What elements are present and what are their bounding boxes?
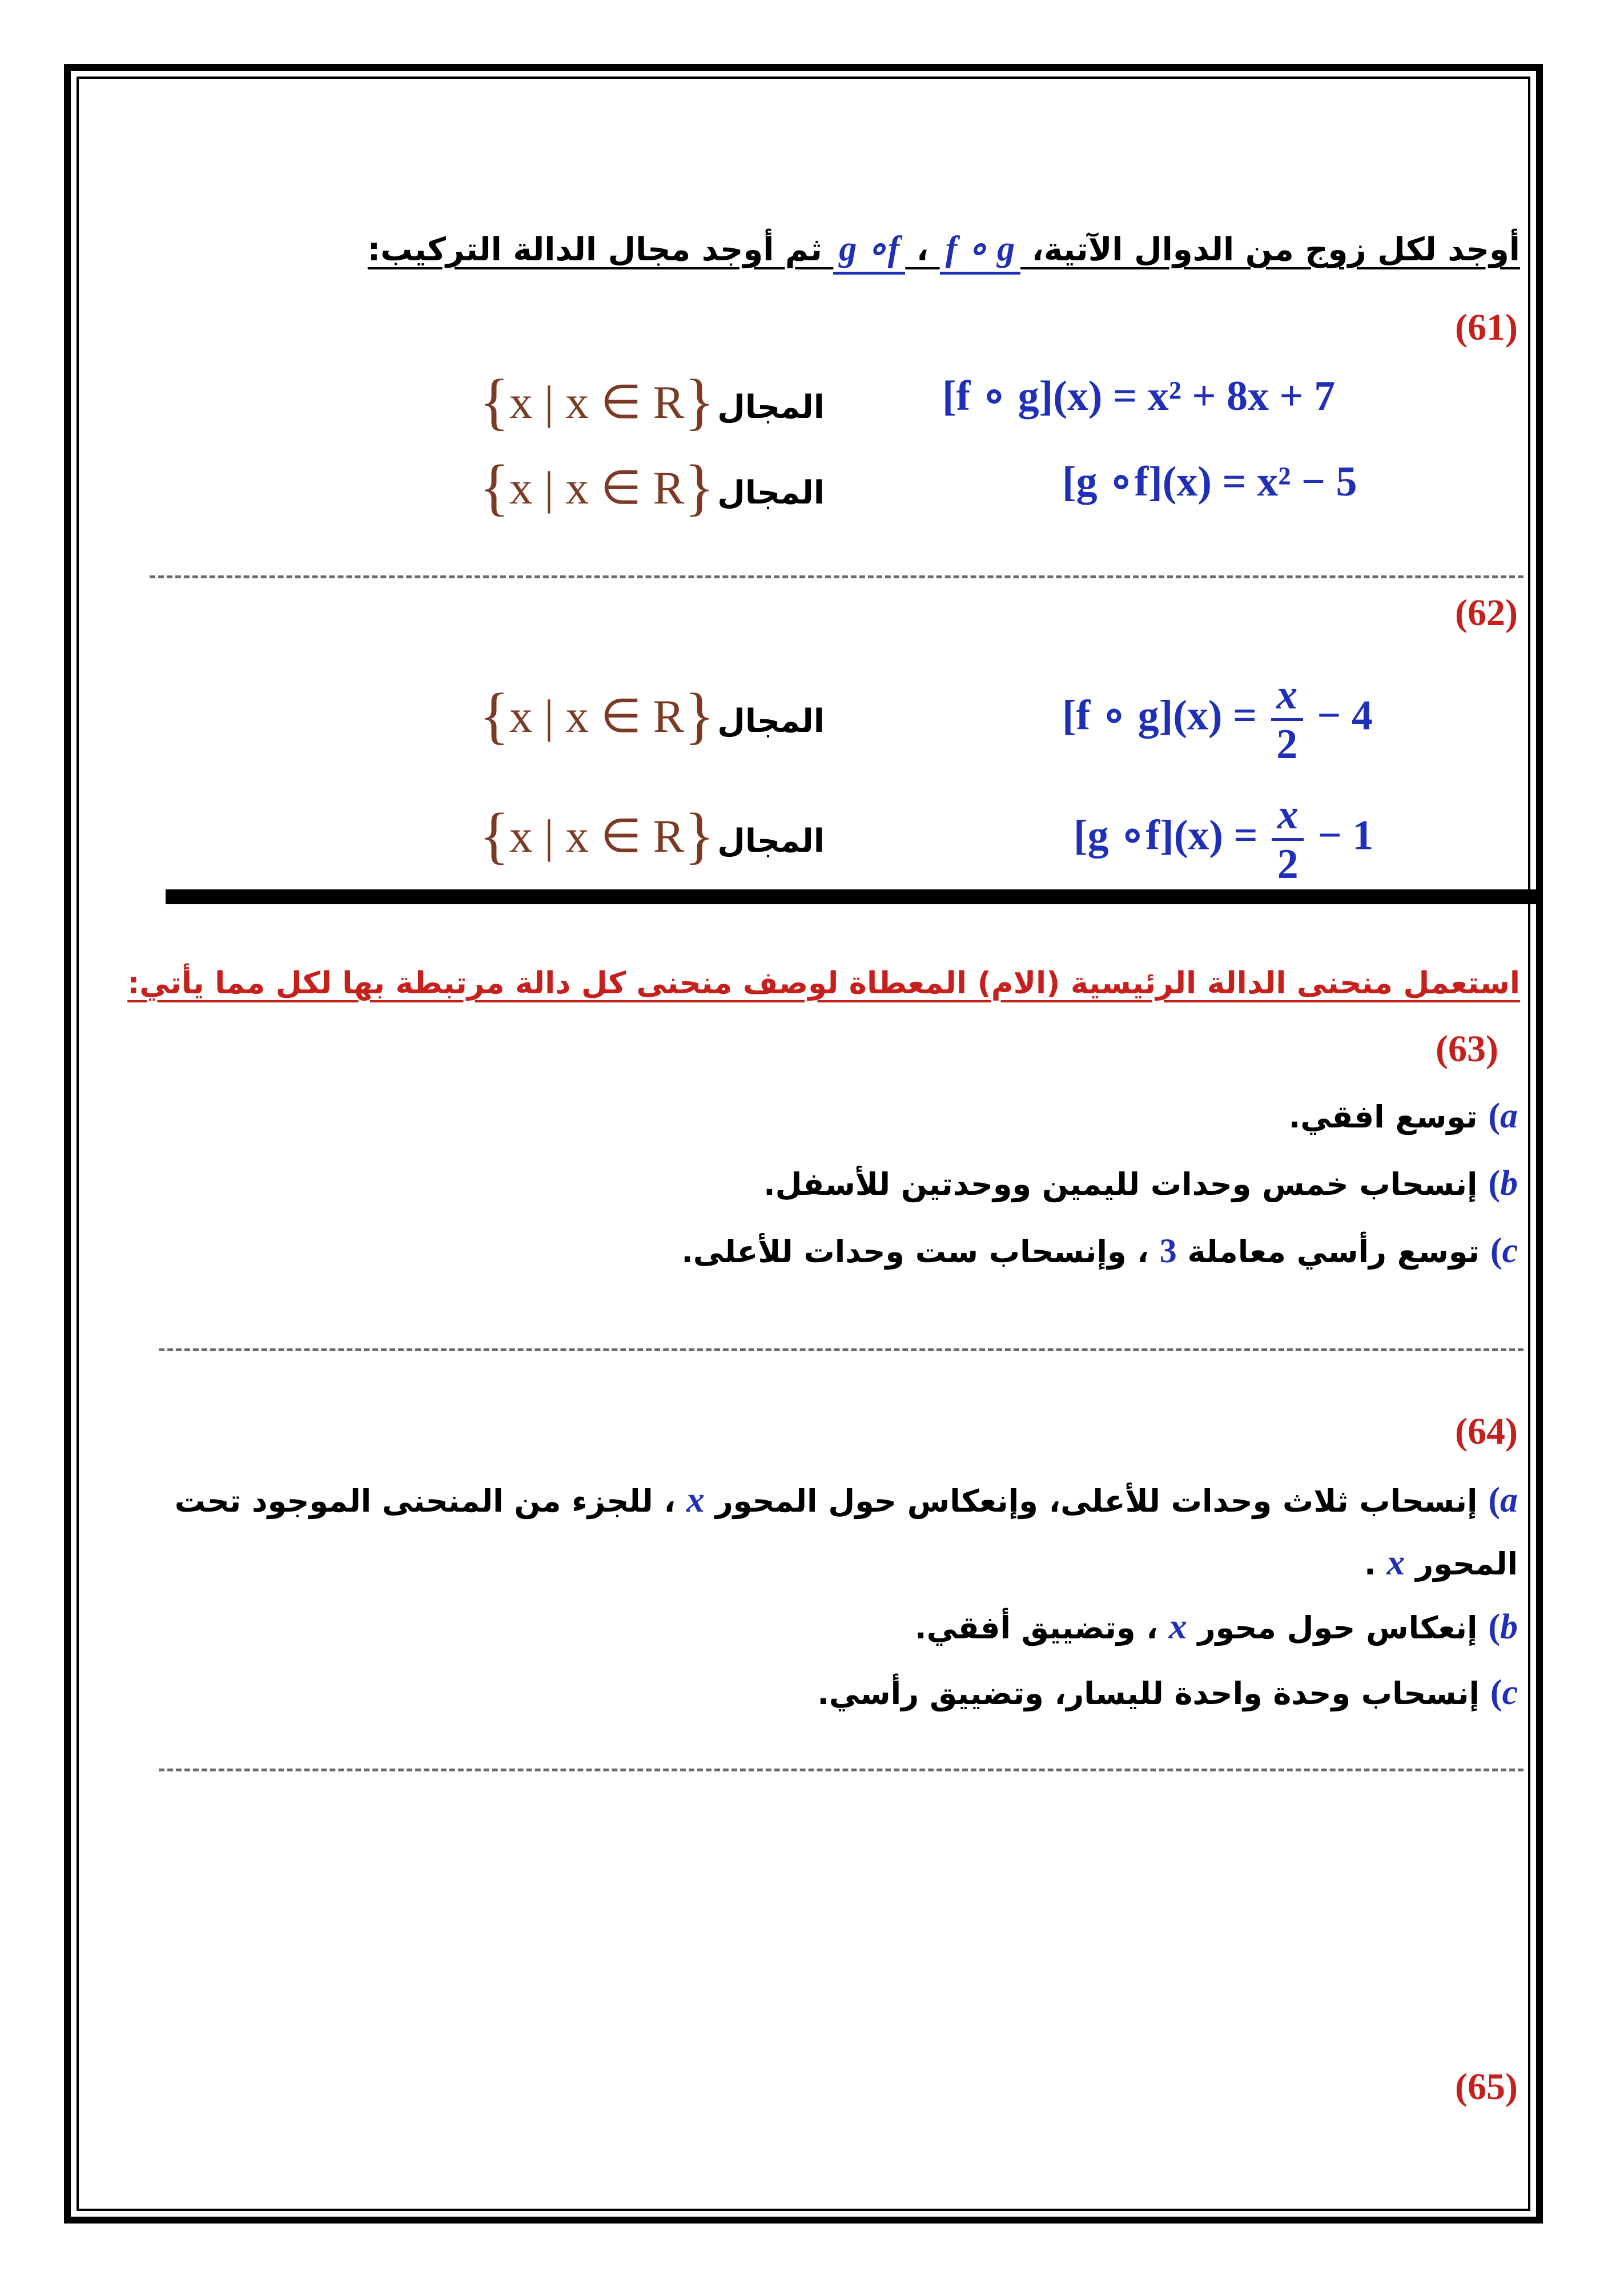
section-divider-thick xyxy=(166,889,1537,904)
item-64-a-line2 xyxy=(1364,1541,1518,1584)
formula-62-gof-tail: − 1 xyxy=(1317,812,1374,859)
domain-label: المجال xyxy=(717,703,825,740)
question-number-63: (63) xyxy=(1436,1028,1498,1070)
divider-dashed xyxy=(159,1348,1523,1351)
divider-dashed xyxy=(150,575,1523,578)
item-text-before: إنسحاب ثلاث وحدات للأعلى، وإنعكاس حول المحور xyxy=(715,1483,1478,1519)
formula-61-gof-lhs: [g ∘f](x) = xyxy=(1062,458,1247,505)
domain-label: المجال xyxy=(717,474,825,511)
formula-61-fog xyxy=(942,371,1335,421)
instruction-text-after: ثم أوجد مجال الدالة التركيب: xyxy=(367,231,822,268)
domain-set: {x | x ∈ R} xyxy=(479,452,715,522)
item-63-c xyxy=(681,1231,1518,1271)
question-number-61: (61) xyxy=(1455,307,1518,348)
formula-61-gof xyxy=(1062,457,1357,506)
item-64-b xyxy=(915,1605,1518,1648)
item-label: c) xyxy=(1490,1673,1518,1712)
item-var: x xyxy=(1168,1606,1187,1646)
item-var: x xyxy=(686,1479,705,1520)
item-64-a xyxy=(175,1479,1518,1521)
item-text: توسع افقي. xyxy=(1288,1099,1478,1135)
item-text: إنسحاب خمس وحدات لليمين ووحدتين للأسفل. xyxy=(763,1166,1478,1202)
question-number-62: (62) xyxy=(1455,592,1518,634)
item-line2-var: x xyxy=(1386,1542,1405,1582)
domain-label: المجال xyxy=(717,389,825,426)
formula-62-gof-lhs: [g ∘f](x) = xyxy=(1074,812,1258,859)
instruction-separator: ، xyxy=(916,231,929,268)
domain-set: {x | x ∈ R} xyxy=(479,366,715,436)
domain-62-gof xyxy=(479,799,825,872)
instruction-composition xyxy=(368,227,1520,275)
item-63-b xyxy=(763,1163,1518,1204)
formula-62-fog-lhs: [f ∘ g](x) = xyxy=(1062,692,1257,739)
formula-62-gof xyxy=(1074,791,1374,888)
item-line2-after: . xyxy=(1364,1546,1376,1582)
item-label: b) xyxy=(1488,1164,1518,1203)
item-line2-before: المحور xyxy=(1416,1546,1518,1582)
item-text: إنسحاب وحدة واحدة لليسار، وتضييق رأسي. xyxy=(817,1675,1480,1711)
item-text-after: ، للجزء من المنحنى الموجود تحت xyxy=(174,1483,676,1519)
domain-61-fog xyxy=(479,365,825,438)
item-label: a) xyxy=(1488,1097,1518,1135)
formula-62-fog xyxy=(1062,671,1373,768)
item-value: 3 xyxy=(1159,1232,1177,1270)
item-label: c) xyxy=(1490,1231,1518,1270)
item-text-after: ، وتضييق أفقي. xyxy=(915,1610,1158,1646)
domain-set: {x | x ∈ R} xyxy=(479,680,715,750)
domain-label: المجال xyxy=(717,823,825,860)
divider-dashed xyxy=(159,1769,1523,1771)
composition-term-gof: g ∘f xyxy=(833,227,905,275)
question-number-64: (64) xyxy=(1455,1411,1518,1452)
item-label: b) xyxy=(1488,1608,1518,1646)
instruction-transformations: استعمل منحنى الدالة الرئيسية (الام) المعطاة لوصف منحنى كل دالة مرتبطة بها لكل مما يأتي: xyxy=(127,966,1520,1001)
formula-61-fog-rhs: x² + 8x + 7 xyxy=(1147,373,1336,420)
item-text-before: إنعكاس حول محور xyxy=(1197,1610,1478,1646)
domain-61-gof xyxy=(479,451,825,523)
instruction-text-before: أوجد لكل زوج من الدوال الآتية، xyxy=(1031,231,1520,268)
item-text-after: ، وإنسحاب ست وحدات للأعلى. xyxy=(681,1234,1149,1270)
item-label: a) xyxy=(1488,1481,1518,1520)
fraction: x 2 xyxy=(1271,674,1303,766)
fraction: x 2 xyxy=(1272,793,1304,885)
question-number-65: (65) xyxy=(1455,2066,1518,2108)
domain-set: {x | x ∈ R} xyxy=(479,800,715,870)
composition-term-fog: f ∘ g xyxy=(940,227,1020,275)
domain-62-fog xyxy=(479,679,825,752)
item-63-a xyxy=(1289,1096,1518,1137)
formula-61-fog-lhs: [f ∘ g](x) = xyxy=(942,373,1137,420)
item-64-c xyxy=(817,1673,1518,1713)
item-text-before: توسع رأسي معاملة xyxy=(1187,1234,1480,1270)
formula-61-gof-rhs: x² − 5 xyxy=(1257,458,1357,505)
formula-62-fog-tail: − 4 xyxy=(1317,692,1373,739)
